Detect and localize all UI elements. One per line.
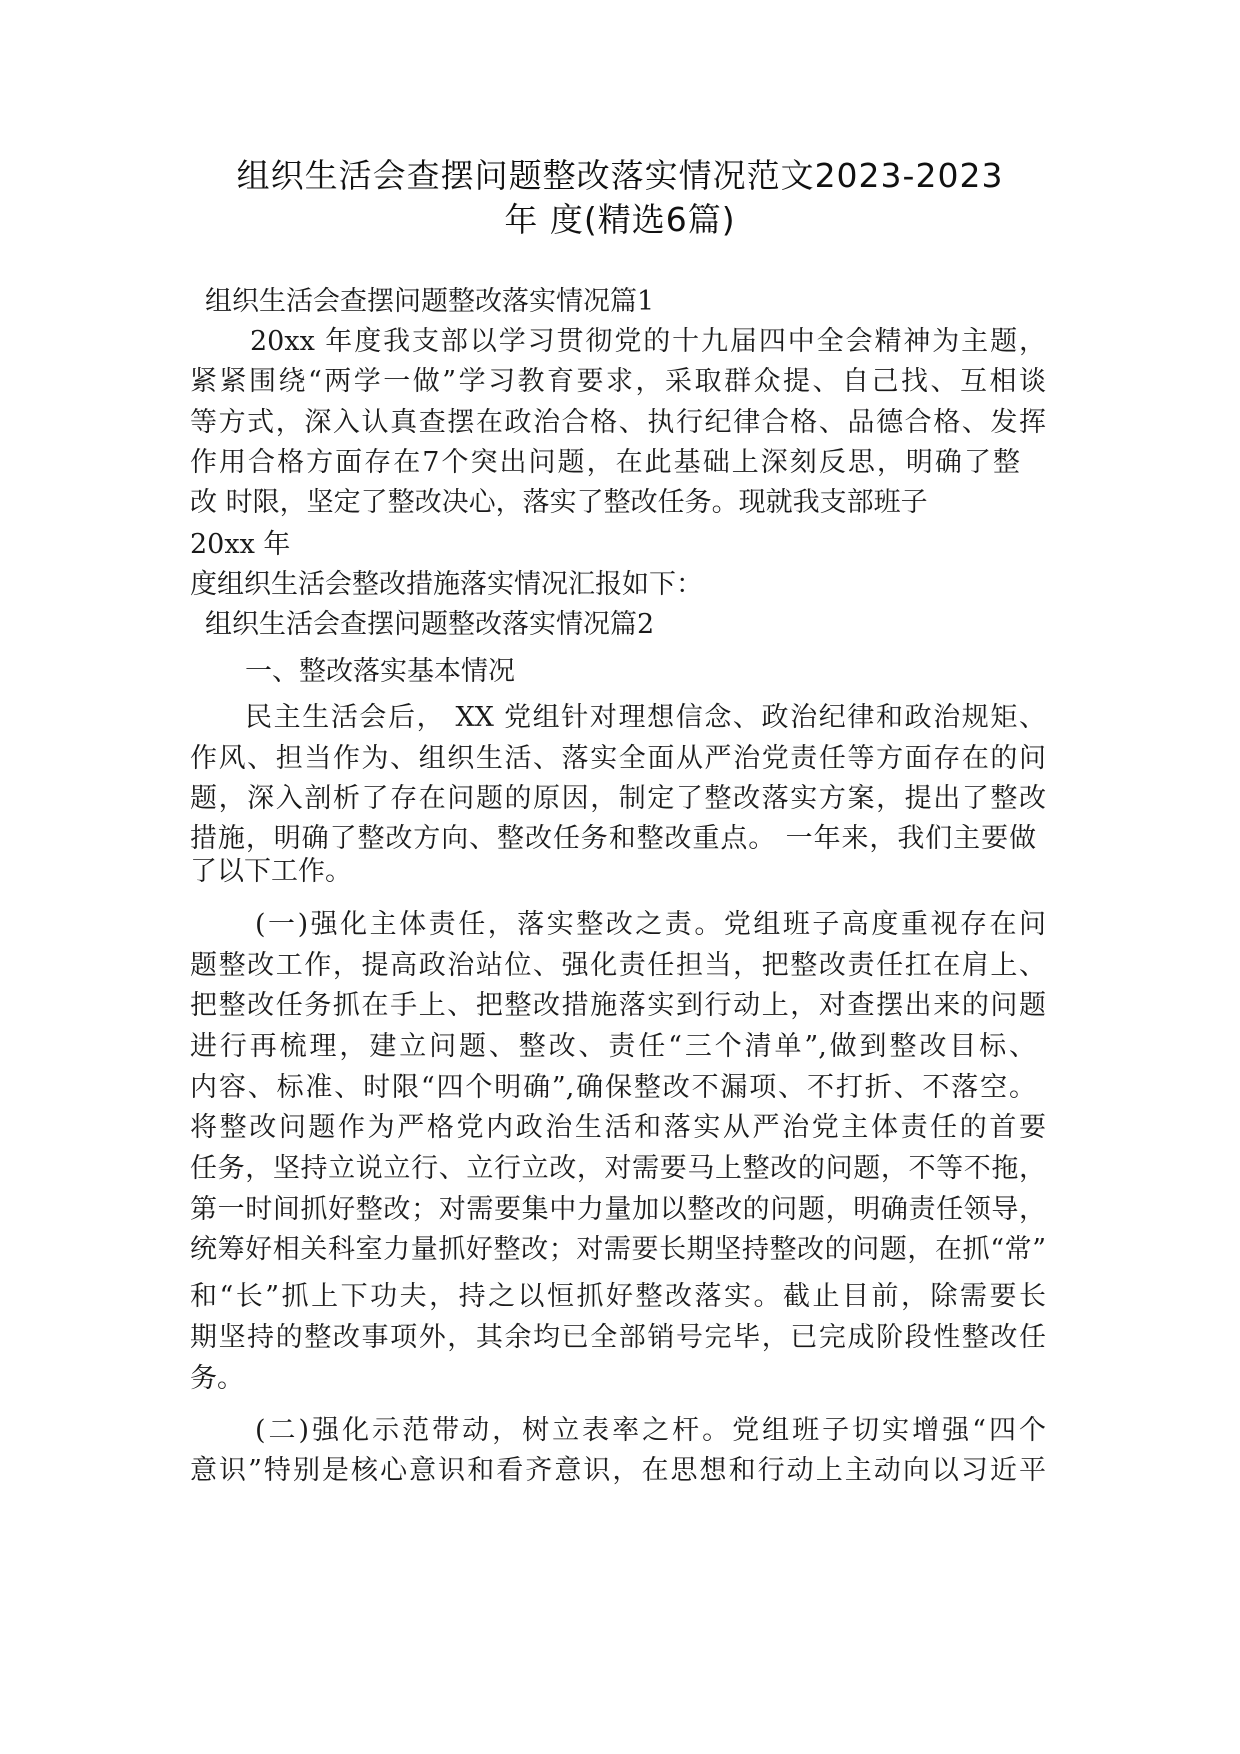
paragraph-intro-line: 作风、担当作为、组织生活、落实全面从严治党责任等方面存在的问 xyxy=(190,743,1046,774)
paragraph-intro-line: 题，深入剖析了存在问题的原因，制定了整改落实方案，提出了整改 xyxy=(190,783,1046,814)
section-2-heading: 组织生活会查摆问题整改落实情况篇2 xyxy=(205,609,655,640)
section-1-line: 等方式，深入认真查摆在政治合格、执行纪律合格、品德合格、发挥 xyxy=(190,407,1046,438)
paragraph-one-line: 统筹好相关科室力量抓好整改；对需要长期坚持整改的问题，在抓“常” xyxy=(190,1234,1046,1265)
subheading-basic-situation: 一、整改落实基本情况 xyxy=(245,656,515,687)
paragraph-one-line: 第一时间抓好整改；对需要集中力量加以整改的问题，明确责任领导， xyxy=(190,1194,1046,1225)
section-1-line: 20xx 年度我支部以学习贯彻党的十九届四中全会精神为主题， xyxy=(250,326,1046,357)
section-1-line: 度组织生活会整改措施落实情况汇报如下： xyxy=(190,569,703,600)
paragraph-one-line: 内容、标准、时限“四个明确”,确保整改不漏项、不打折、不落空。 xyxy=(190,1072,1036,1103)
paragraph-one-line: (一)强化主体责任，落实整改之责。党组班子高度重视存在问 xyxy=(255,909,1046,940)
paragraph-one-line: 把整改任务抓在手上、把整改措施落实到行动上，对查摆出来的问题 xyxy=(190,990,1046,1021)
paragraph-intro-line: 了以下工作。 xyxy=(190,856,352,887)
paragraph-two-line: 意识”特别是核心意识和看齐意识，在思想和行动上主动向以习近平 xyxy=(190,1455,1046,1486)
section-1-heading: 组织生活会查摆问题整改落实情况篇1 xyxy=(205,286,655,317)
section-1-line: 20xx 年 xyxy=(190,529,291,560)
section-1-line: 作用合格方面存在7个突出问题，在此基础上深刻反思，明确了整 xyxy=(190,447,1020,478)
paragraph-intro-line: 民主生活会后， XX 党组针对理想信念、政治纪律和政治规矩、 xyxy=(245,702,1046,733)
paragraph-one-line: 题整改工作，提高政治站位、强化责任担当，把整改责任扛在肩上、 xyxy=(190,950,1046,981)
paragraph-intro-line: 措施，明确了整改方向、整改任务和整改重点。 一年来，我们主要做 xyxy=(190,823,1036,854)
document-title-line-1: 组织生活会查摆问题整改落实情况范文2023-2023 xyxy=(236,156,1004,195)
paragraph-one-line: 期坚持的整改事项外，其余均已全部销号完毕，已完成阶段性整改任 xyxy=(190,1322,1046,1353)
section-1-line: 改 时限，坚定了整改决心，落实了整改任务。现就我支部班子 xyxy=(190,487,928,518)
paragraph-one-line: 任务，坚持立说立行、立行立改，对需要马上整改的问题，不等不拖， xyxy=(190,1153,1046,1184)
paragraph-one-line: 务。 xyxy=(190,1363,244,1394)
paragraph-one-line: 和“长”抓上下功夫，持之以恒抓好整改落实。截止目前，除需要长 xyxy=(190,1281,1046,1312)
paragraph-two-line: (二)强化示范带动，树立表率之杆。党组班子切实增强“四个 xyxy=(255,1415,1046,1446)
paragraph-one-line: 进行再梳理，建立问题、整改、责任“三个清单”,做到整改目标、 xyxy=(190,1031,1036,1062)
document-title-line-2: 年 度(精选6篇) xyxy=(504,200,736,239)
section-1-line: 紧紧围绕“两学一做”学习教育要求，采取群众提、自己找、互相谈 xyxy=(190,366,1046,397)
paragraph-one-line: 将整改问题作为严格党内政治生活和落实从严治党主体责任的首要 xyxy=(190,1112,1046,1143)
